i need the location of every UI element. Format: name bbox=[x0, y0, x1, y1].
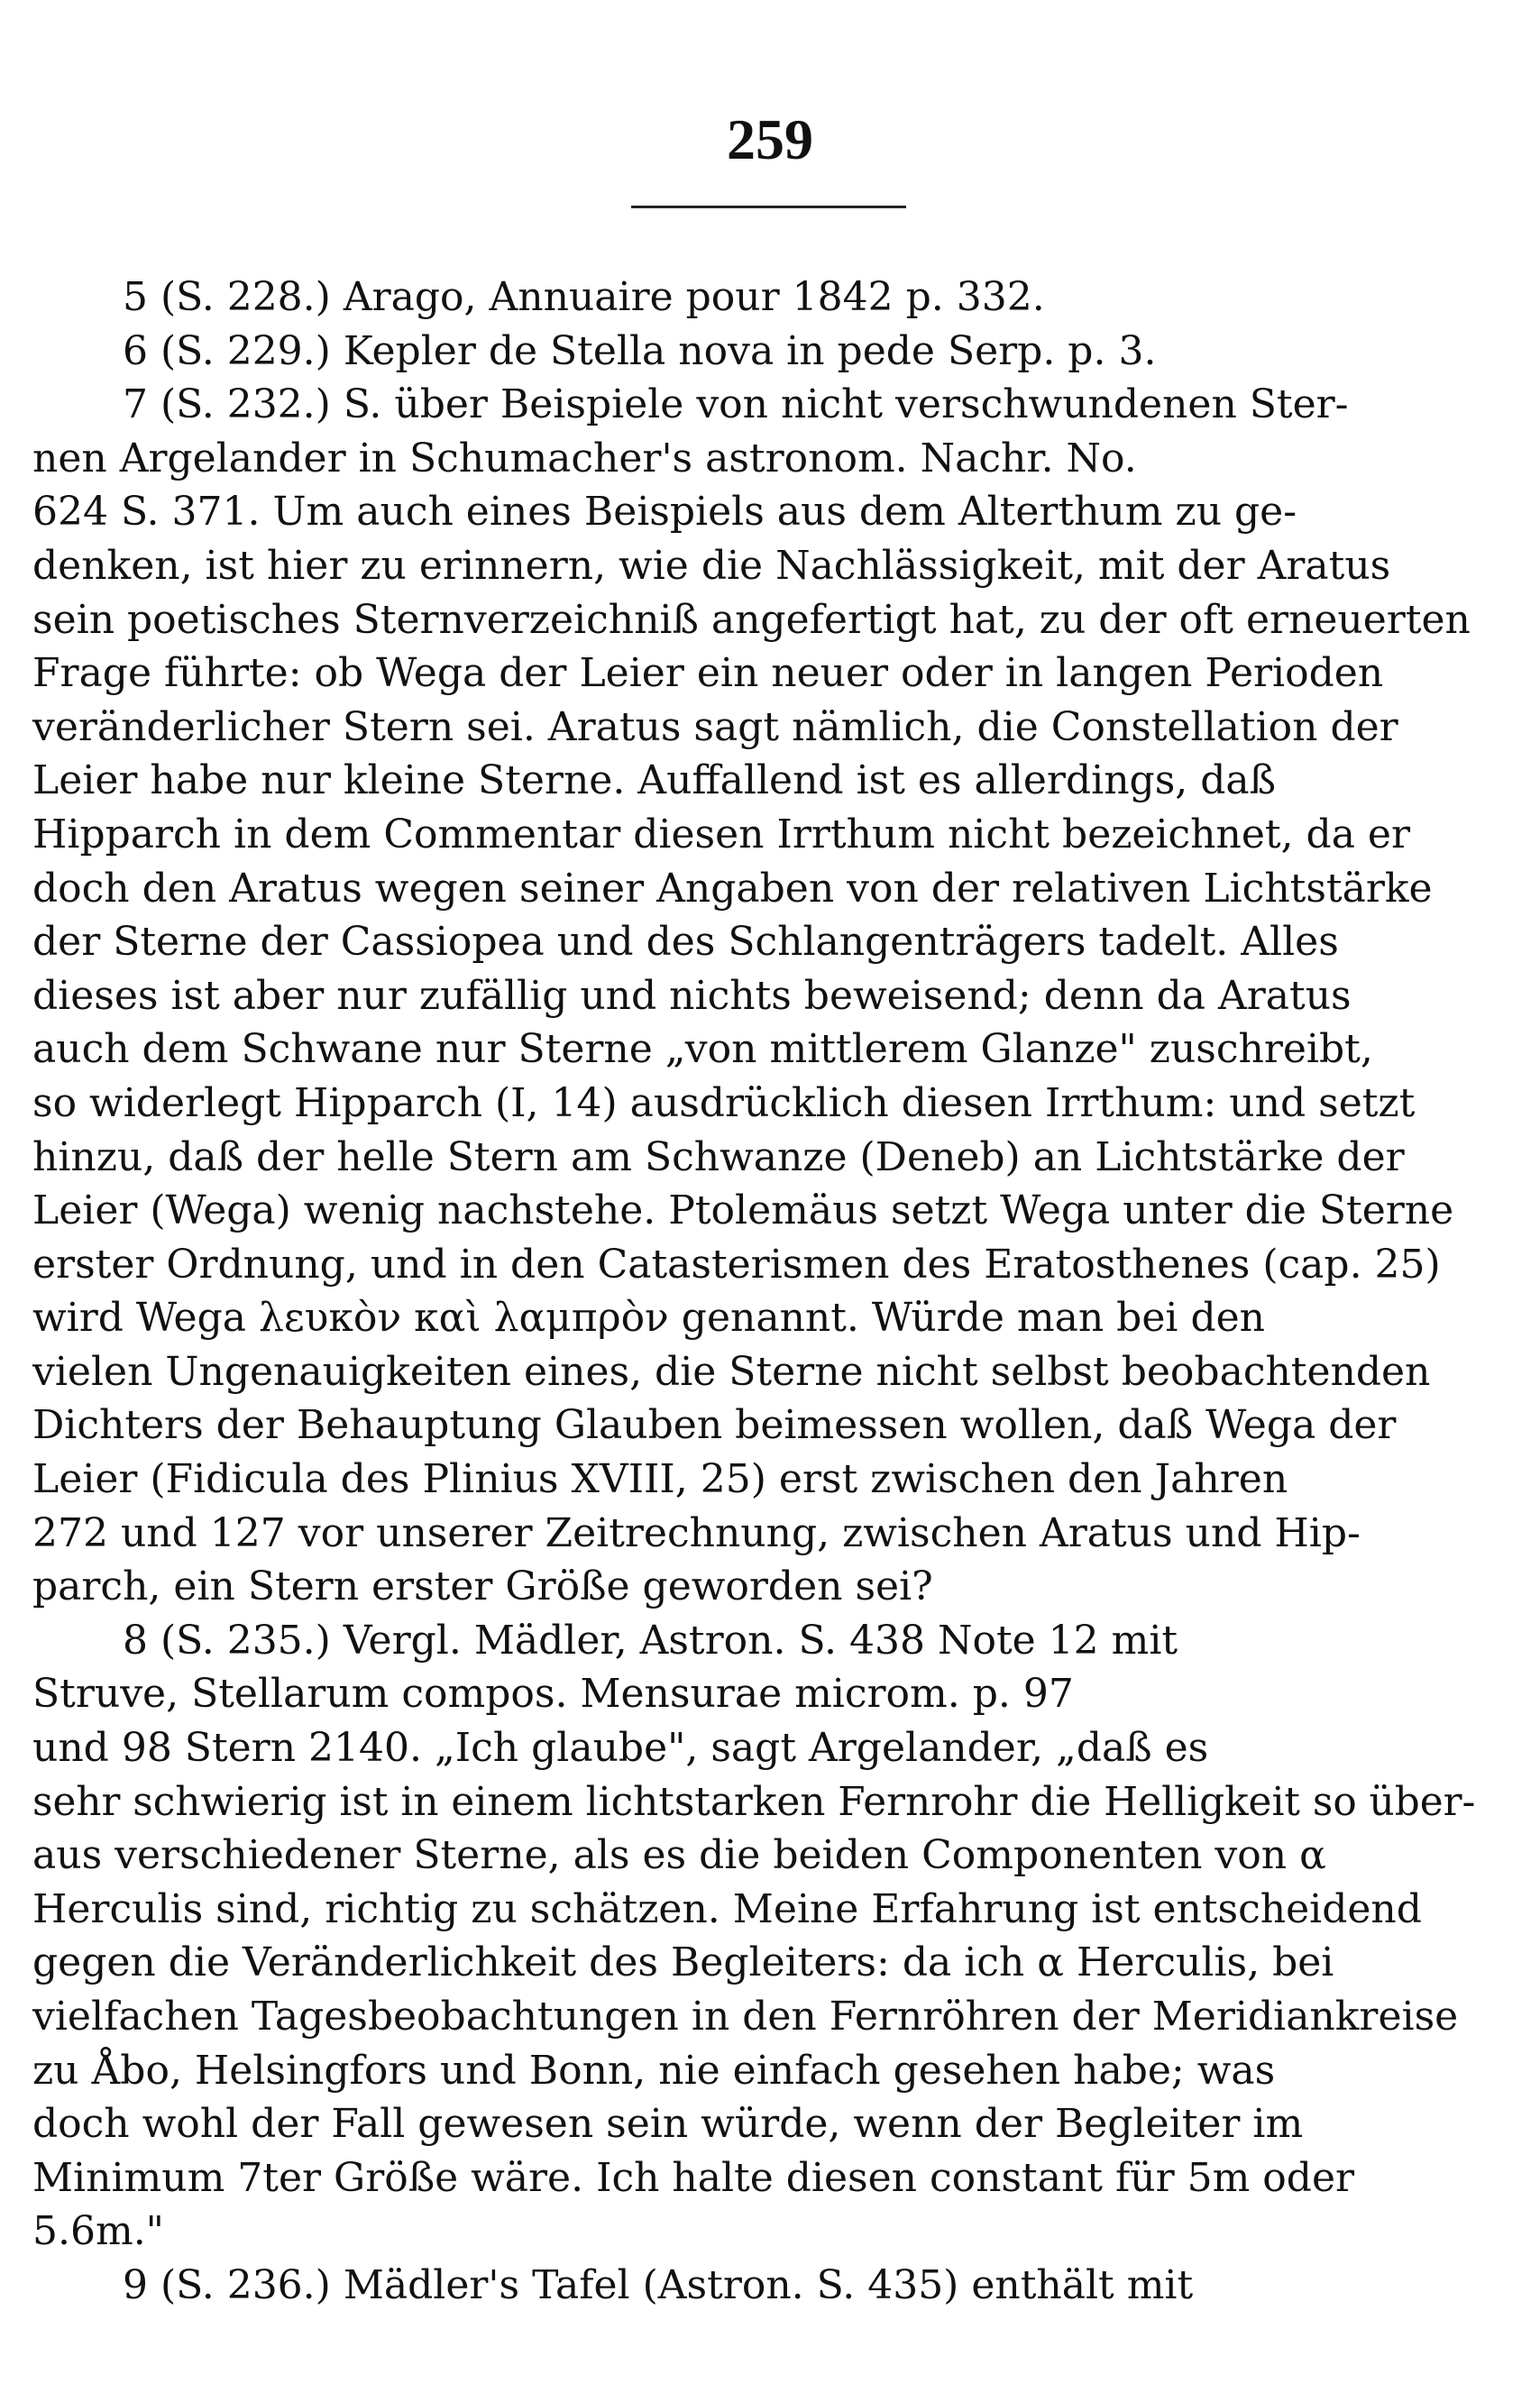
text-line: veränderlicher Stern sei. Aratus sagt nämlich, die Constellation der bbox=[32, 703, 1398, 750]
text-line: hinzu, daß der helle Stern am Schwanze (Deneb) an Lichtstärke der bbox=[32, 1133, 1405, 1180]
text-line: und 98 Stern 2140. „Ich glaube", sagt Argelander, „daß es bbox=[32, 1725, 1209, 1772]
text-line: Leier (Fidicula des Plinius XVIII, 25) erst zwischen den Jahren bbox=[32, 1456, 1288, 1503]
text-line: Leier (Wega) wenig nachstehe. Ptolemäus setzt Wega unter die Sterne bbox=[32, 1187, 1454, 1234]
text-line: 624 S. 371. Um auch eines Beispiels aus dem Alterthum zu ge- bbox=[32, 489, 1297, 536]
text-line: Hipparch in dem Commentar diesen Irrthum nicht bezeichnet, da er bbox=[32, 811, 1410, 857]
text-line: 7 (S. 232.) S. über Beispiele von nicht verschwundenen Ster- bbox=[123, 381, 1349, 428]
text-line: Minimum 7ter Größe wäre. Ich halte diesen constant für 5m oder bbox=[32, 2154, 1355, 2201]
text-line: vielfachen Tagesbeobachtungen in den Fernröhren der Meridiankreise bbox=[32, 1994, 1459, 2040]
text-line: Struve, Stellarum compos. Mensurae microm. p. 97 bbox=[32, 1671, 1074, 1718]
text-line: so widerlegt Hipparch (I, 14) ausdrücklich diesen Irrthum: und setzt bbox=[32, 1079, 1416, 1126]
text-line: 5.6m." bbox=[32, 2208, 164, 2255]
page-number: 259 bbox=[727, 107, 813, 171]
text-line: 272 und 127 vor unserer Zeitrechnung, zwischen Aratus und Hip- bbox=[32, 1509, 1361, 1556]
text-line: 6 (S. 229.) Kepler de Stella nova in pede Serp. p. 3. bbox=[123, 327, 1157, 374]
text-line: dieses ist aber nur zufällig und nichts beweisend; denn da Aratus bbox=[32, 972, 1352, 1019]
text-line: Leier habe nur kleine Sterne. Auffallend ist es allerdings, daß bbox=[32, 757, 1277, 804]
text-line: doch den Aratus wegen seiner Angaben von der relativen Lichtstärke bbox=[32, 865, 1433, 912]
text-line: Herculis sind, richtig zu schätzen. Meine Erfahrung ist entscheidend bbox=[32, 1885, 1422, 1932]
text-line: 9 (S. 236.) Mädler's Tafel (Astron. S. 435) enthält mit bbox=[123, 2261, 1194, 2308]
text-line: erster Ordnung, und in den Catasterismen des Eratosthenes (cap. 25) bbox=[32, 1241, 1441, 1288]
text-line: Frage führte: ob Wega der Leier ein neuer oder in langen Perioden bbox=[32, 650, 1384, 697]
text-line: aus verschiedener Sterne, als es die beiden Componenten von α bbox=[32, 1832, 1326, 1879]
text-line: denken, ist hier zu erinnern, wie die Nachlässigkeit, mit der Aratus bbox=[32, 542, 1391, 589]
text-line: sein poetisches Sternverzeichniß angefertigt hat, zu der oft erneuerten bbox=[32, 596, 1471, 643]
text-line: zu Åbo, Helsingfors und Bonn, nie einfach gesehen habe; was bbox=[32, 2047, 1276, 2094]
text-line: der Sterne der Cassiopea und des Schlangenträgers tadelt. Alles bbox=[32, 919, 1339, 966]
text-line: 5 (S. 228.) Arago, Annuaire pour 1842 p. 332. bbox=[123, 274, 1045, 320]
text-line: 8 (S. 235.) Vergl. Mädler, Astron. S. 438 Note 12 mit bbox=[123, 1617, 1178, 1664]
text-line: doch wohl der Fall gewesen sein würde, wenn der Begleiter im bbox=[32, 2101, 1304, 2148]
text-line: vielen Ungenauigkeiten eines, die Sterne nicht selbst beobachtenden bbox=[32, 1348, 1431, 1395]
text-line: gegen die Veränderlichkeit des Begleiters: da ich α Herculis, bei bbox=[32, 1939, 1334, 1986]
footnote-text bbox=[32, 270, 1475, 2313]
text-line: nen Argelander in Schumacher's astronom. Nachr. No. bbox=[32, 435, 1137, 481]
text-line: sehr schwierig ist in einem lichtstarken Fernrohr die Helligkeit so über- bbox=[32, 1778, 1476, 1825]
header-rule bbox=[631, 206, 906, 208]
text-line: auch dem Schwane nur Sterne „von mittlerem Glanze" zuschreibt, bbox=[32, 1026, 1373, 1073]
text-line: Dichters der Behauptung Glauben beimessen wollen, daß Wega der bbox=[32, 1402, 1397, 1449]
text-line: wird Wega λευκὸν καὶ λαμπρὸν genannt. Würde man bei den bbox=[32, 1295, 1265, 1342]
text-line: parch, ein Stern erster Größe geworden sei? bbox=[32, 1563, 933, 1610]
